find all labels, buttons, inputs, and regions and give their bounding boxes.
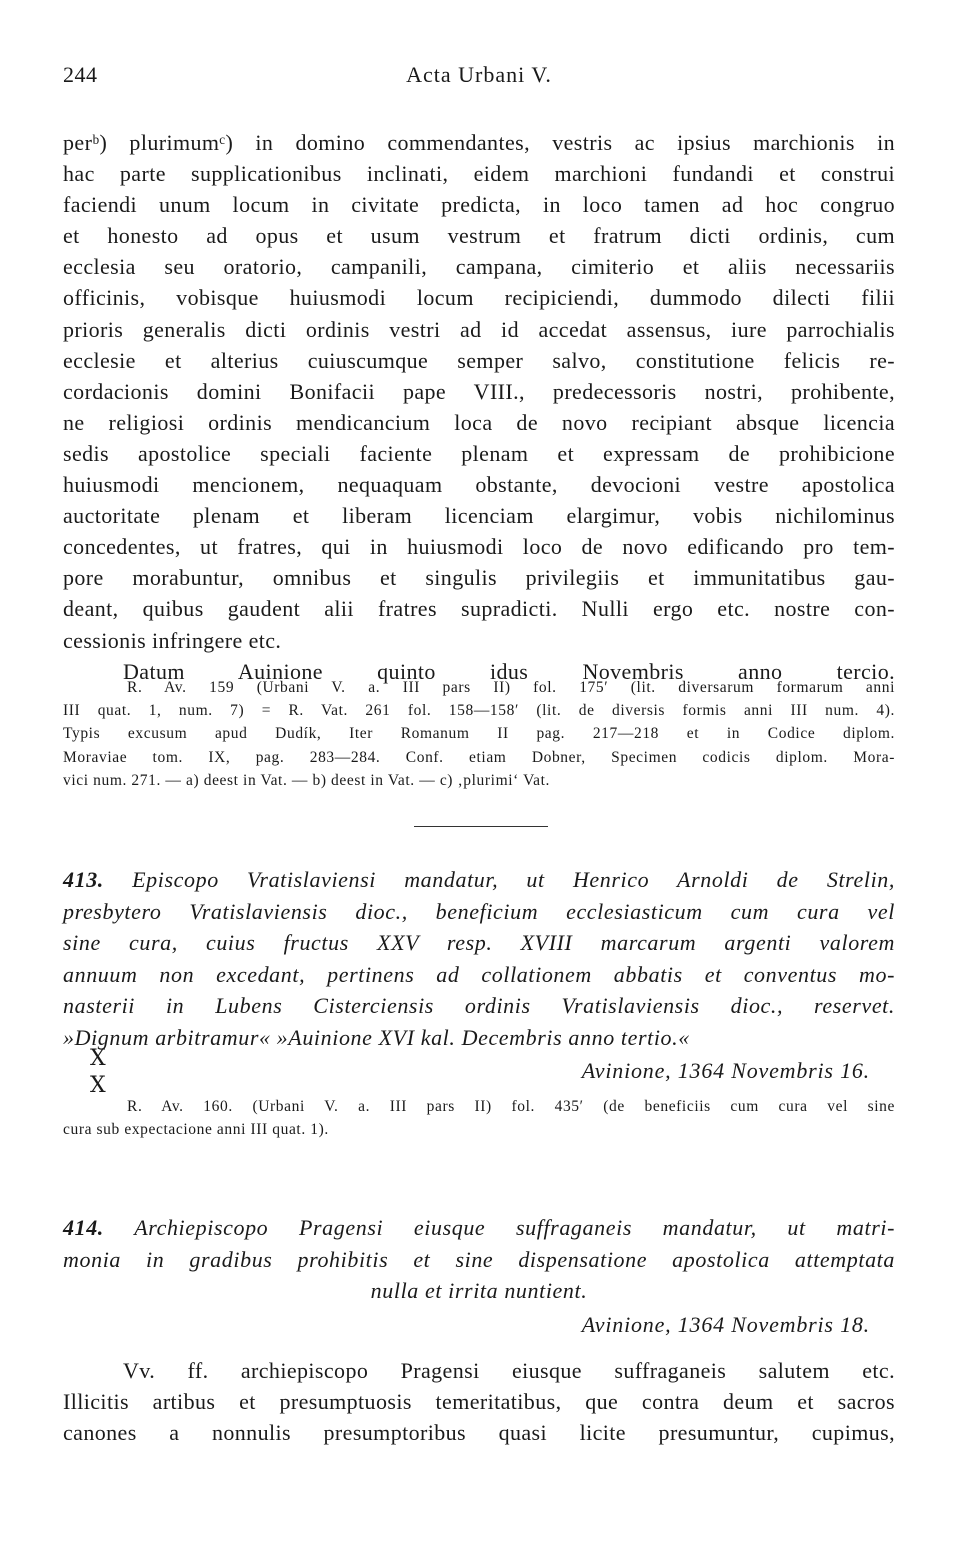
note-line: cura sub expectacione anni III quat. 1). [63, 1121, 329, 1139]
regest-line: presbytero Vratislaviensis dioc., beneficium ecclesiasticum cum cura vel [63, 898, 895, 924]
note-line: vici num. 271. — a) deest in Vat. — b) deest in Vat. — c) ‚plurimi‘ Vat. [63, 771, 551, 789]
page-number: 244 [63, 62, 98, 87]
section-divider [414, 826, 548, 827]
regest-413 [63, 864, 895, 1054]
text-line: huiusmodi mencionem, nequaquam obstante, devocioni vestre apostolica [63, 472, 895, 498]
text-line: ecclesia seu oratorio, campanili, campana, cimiterio et aliis necessariis [63, 254, 895, 280]
text-line: perᵇ) plurimumᶜ) in domino commendantes, vestris ac ipsius marchionis in [63, 130, 895, 155]
regest-line: monia in gradibus prohibitis et sine dispensatione apostolica attemptata [63, 1246, 895, 1272]
text-line: Illicitis artibus et presumptuosis temeritatibus, que contra deum et sacros [63, 1389, 895, 1415]
text-line: cessionis infringere etc. [63, 627, 282, 653]
text-line: pore morabuntur, omnibus et singulis privilegiis et immunitatibus gau- [63, 565, 895, 591]
place-date-414: Avinione, 1364 Novembris 18. [581, 1312, 870, 1337]
regest-line: annuum non excedant, pertinens ad collationem abbatis et conventus mo- [63, 961, 895, 987]
regest-line [63, 1212, 895, 1244]
running-title: Acta Urbani V. [406, 62, 552, 87]
text-line: et honesto ad opus et usum vestrum et fratrum dicti ordinis, cum [63, 223, 895, 249]
cross-mark-top: X [90, 1046, 106, 1071]
text-line: auctoritate plenam et liberam licenciam elargimur, vobis nichilominus [63, 503, 895, 529]
continuation-text [63, 127, 895, 687]
text-line: officinis, vobisque huiusmodi locum recipiciendi, dummodo dilecti filii [63, 285, 895, 311]
text-line: sedis apostolice speciali faciente plenam et expressam de prohibicione [63, 440, 895, 466]
text-line: canones a nonnulis presumptoribus quasi licite presumuntur, cupimus, [63, 1420, 895, 1446]
note-line: III quat. 1, num. 7) = R. Vat. 261 fol. 158—158′ (lit. de diversis formis anni III num. 4). [63, 702, 895, 720]
cross-mark-bottom: X [90, 1073, 106, 1098]
regest-line: nulla et irrita nuntient. [370, 1278, 588, 1304]
text-line: prioris generalis dicti ordinis vestri ad id accedat assensus, iure parrochialis [63, 316, 895, 342]
regest-text: Archiepiscopo Pragensi eiusque suffraganeis mandatur, ut matri- [134, 1215, 895, 1240]
page-header [63, 62, 895, 102]
notes-413 [63, 1095, 895, 1141]
note-line: Moraviae tom. IX, pag. 283—284. Conf. etiam Dobner, Specimen codicis diplom. Mora- [63, 748, 895, 766]
text-line: concedentes, ut fratres, qui in huiusmodi loco de novo edificando pro tem- [63, 534, 895, 560]
text-line: cordacionis domini Bonifacii pape VIII., predecessoris nostri, prohibente, [63, 378, 895, 404]
document-number: 414. [63, 1215, 104, 1240]
text-line: deant, quibus gaudent alii fratres supradicti. Nulli ergo etc. nostre con- [63, 596, 895, 622]
regest-414 [63, 1212, 895, 1307]
text-line: ecclesie et alterius cuiuscumque semper salvo, constitutione felicis re- [63, 347, 895, 373]
regest-line: sine cura, cuius fructus XXV resp. XVIII marcarum argenti valorem [63, 930, 895, 956]
text-414 [63, 1355, 895, 1448]
text-line: Vv. ff. archiepiscopo Pragensi eiusque suffraganeis salutem etc. [123, 1358, 895, 1383]
note-line: R. Av. 159 (Urbani V. a. III pars II) fol. 175′ (lit. diversarum formarum anni [127, 679, 895, 696]
notes-412 [63, 676, 895, 792]
text-line: ne religiosi ordinis mendicancium loca de novo recipiant absque licencia [63, 409, 895, 435]
regest-line: nasterii in Lubens Cisterciensis ordinis Vratislaviensis dioc., reservet. [63, 993, 895, 1019]
datum-line: Datum Auinione quinto idus Novembris anno tercio. [123, 658, 895, 684]
regest-line [63, 864, 895, 896]
regest-line: »Dignum arbitramur« »Auinione XVI kal. Decembris anno tertio.« [63, 1024, 690, 1050]
note-line: Typis excusum apud Dudík, Iter Romanum II pag. 217—218 et in Codice diplom. [63, 725, 895, 743]
text-line: hac parte supplicationibus inclinati, eidem marchioni fundandi et construi [63, 161, 895, 187]
note-line: R. Av. 160. (Urbani V. a. III pars II) fol. 435′ (de beneficiis cum cura vel sine [127, 1098, 895, 1115]
text-line: faciendi unum locum in civitate predicta, in loco tamen ad hoc congruo [63, 192, 895, 218]
regest-text: Episcopo Vratislaviensi mandatur, ut Henrico Arnoldi de Strelin, [132, 867, 895, 892]
document-number: 413. [63, 867, 104, 892]
place-date-413: Avinione, 1364 Novembris 16. [581, 1058, 870, 1083]
